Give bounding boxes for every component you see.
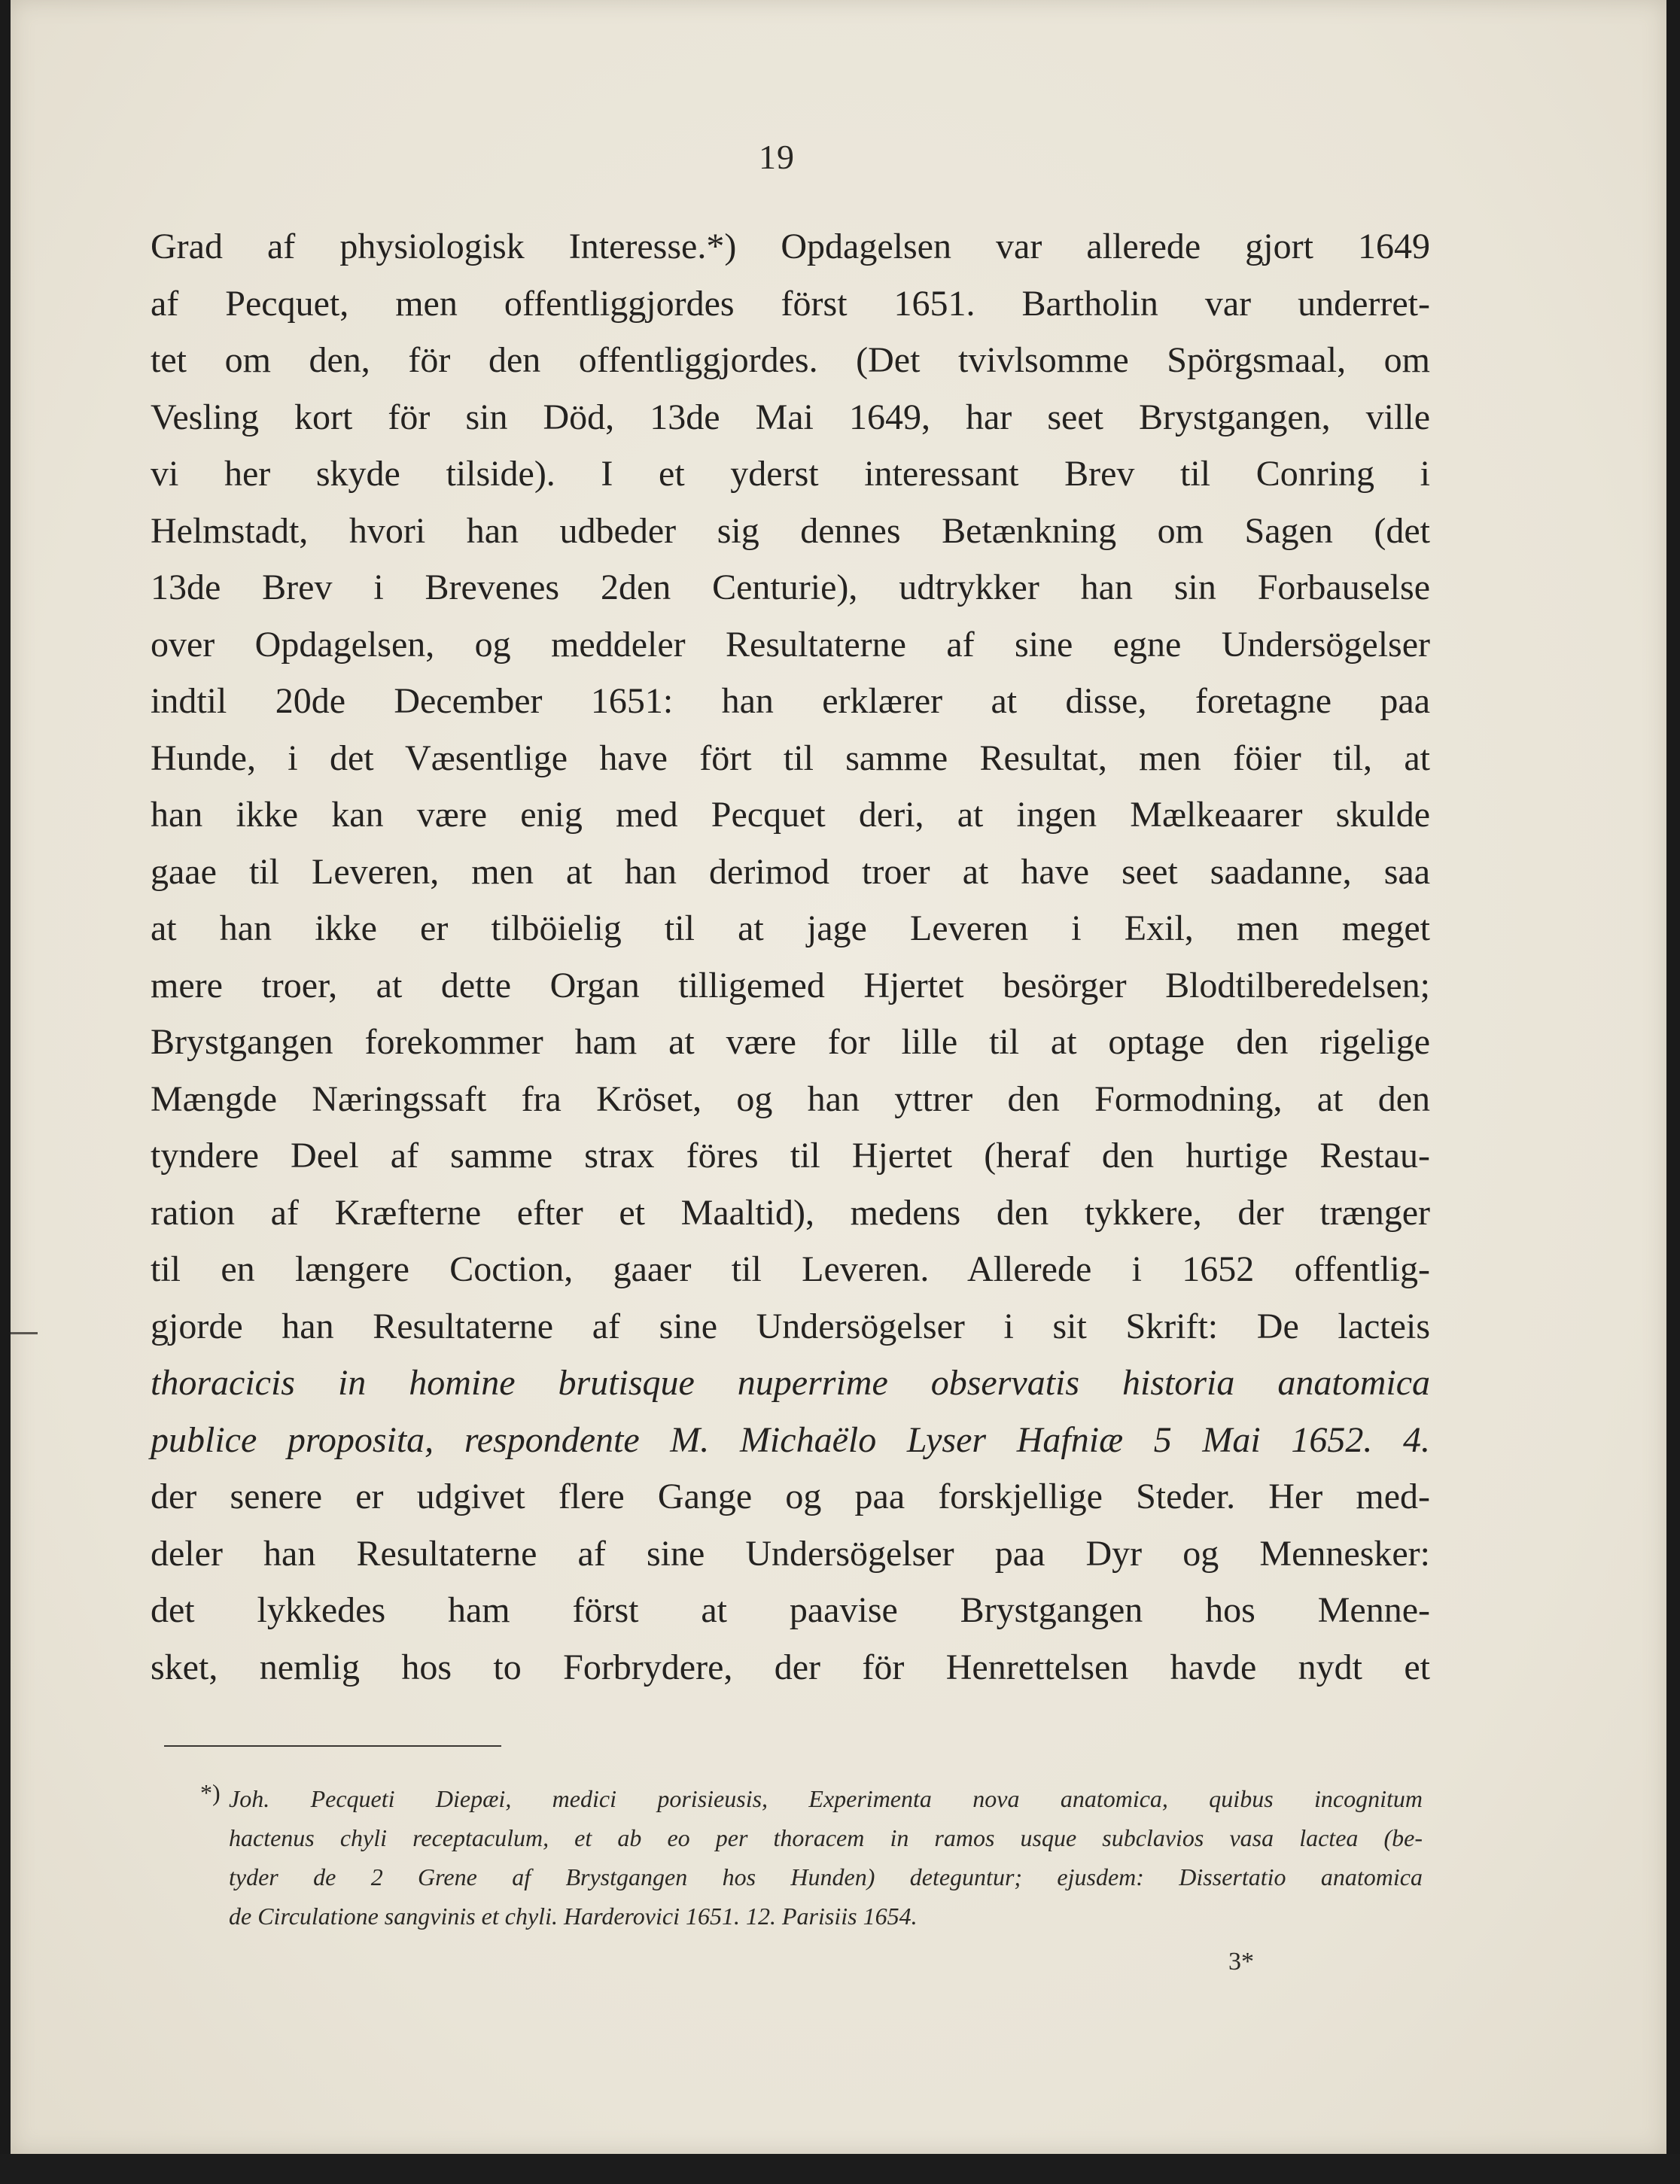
body-line: der senere er udgivet flere Gange og paa forskjellige Steder. Her med- — [151, 1477, 1430, 1516]
page-number: 19 — [759, 138, 795, 176]
margin-mark — [11, 1332, 38, 1334]
body-line: ration af Kræfterne efter et Maaltid), medens den tykkere, der trænger — [151, 1192, 1430, 1233]
body-line: til en længere Coction, gaaer til Leveren. Allerede i 1652 offentlig- — [151, 1249, 1430, 1289]
body-line: det lykkedes ham först at paavise Brystgangen hos Menne- — [151, 1590, 1430, 1630]
body-line: sket, nemlig hos to Forbrydere, der för Henrettelsen havde nydt et — [151, 1647, 1430, 1687]
body-line: gaae til Leveren, men at han derimod troer at have seet saadanne, saa — [151, 851, 1430, 892]
body-line: Brystgangen forekommer ham at være for lille til at optage den rigelige — [151, 1022, 1430, 1062]
body-text — [151, 218, 1430, 1696]
footnote-rule — [164, 1745, 501, 1747]
body-line: tyndere Deel af samme strax föres til Hjertet (heraf den hurtige Restau- — [151, 1136, 1430, 1176]
body-line: Hunde, i det Væsentlige have fört til samme Resultat, men föier til, at — [151, 738, 1430, 778]
body-line: Grad af physiologisk Interesse.*) Opdagelsen var allerede gjort 1649 — [151, 227, 1430, 266]
footnote-line: tyder de 2 Grene af Brystgangen hos Hunden) deteguntur; ejusdem: Dissertatio anatomica — [229, 1863, 1423, 1890]
body-line: over Opdagelsen, og meddeler Resultaterne af sine egne Undersögelser — [151, 624, 1430, 665]
body-line: tet om den, för den offentliggjordes. (Det tvivlsomme Spörgsmaal, om — [151, 340, 1430, 380]
body-line: Helmstadt, hvori han udbeder sig dennes Betænkning om Sagen (det — [151, 510, 1430, 551]
body-line: 13de Brev i Brevenes 2den Centurie), udtrykker han sin Forbauselse — [151, 567, 1430, 607]
footnote-line: Joh. Pecqueti Diepæi, medici porisieusis, Experimenta nova anatomica, quibus incognitum — [229, 1785, 1423, 1812]
footnote-line: de Circulatione sangvinis et chyli. Harderovici 1651. 12. Parisiis 1654. — [229, 1903, 918, 1930]
body-line: gjorde han Resultaterne af sine Undersögelser i sit Skrift: De lacteis — [151, 1306, 1430, 1346]
body-line: at han ikke er tilböielig til at jage Leveren i Exil, men meget — [151, 908, 1430, 948]
body-line: han ikke kan være enig med Pecquet deri, at ingen Mælkeaarer skulde — [151, 795, 1430, 835]
body-line: af Pecquet, men offentliggjordes först 1651. Bartholin var underret- — [151, 283, 1430, 324]
footnote-line: hactenus chyli receptaculum, et ab eo per thoracem in ramos usque subclavios vasa lactea (be- — [229, 1824, 1423, 1851]
footnotes — [229, 1779, 1423, 1936]
scan-edge — [0, 2154, 1680, 2184]
body-line: mere troer, at dette Organ tilligemed Hjertet besörger Blodtilberedelsen; — [151, 965, 1430, 1005]
body-line: deler han Resultaterne af sine Undersögelser paa Dyr og Mennesker: — [151, 1533, 1430, 1574]
body-line: indtil 20de December 1651: han erklærer at disse, foretagne paa — [151, 681, 1430, 721]
body-line-italic: publice proposita, respondente M. Michaëlo Lyser Hafniæ 5 Mai 1652. 4. — [151, 1419, 1430, 1460]
body-line-italic: thoracicis in homine brutisque nuperrime observatis historia anatomica — [151, 1363, 1430, 1403]
signature-mark: 3* — [1228, 1948, 1254, 1976]
footnote-marker: *) — [200, 1779, 221, 1806]
body-line: Vesling kort för sin Död, 13de Mai 1649, har seet Brystgangen, ville — [151, 397, 1430, 437]
body-line: vi her skyde tilside). I et yderst interessant Brev til Conring i — [151, 454, 1430, 494]
body-line: Mængde Næringssaft fra Kröset, og han yttrer den Formodning, at den — [151, 1078, 1430, 1119]
